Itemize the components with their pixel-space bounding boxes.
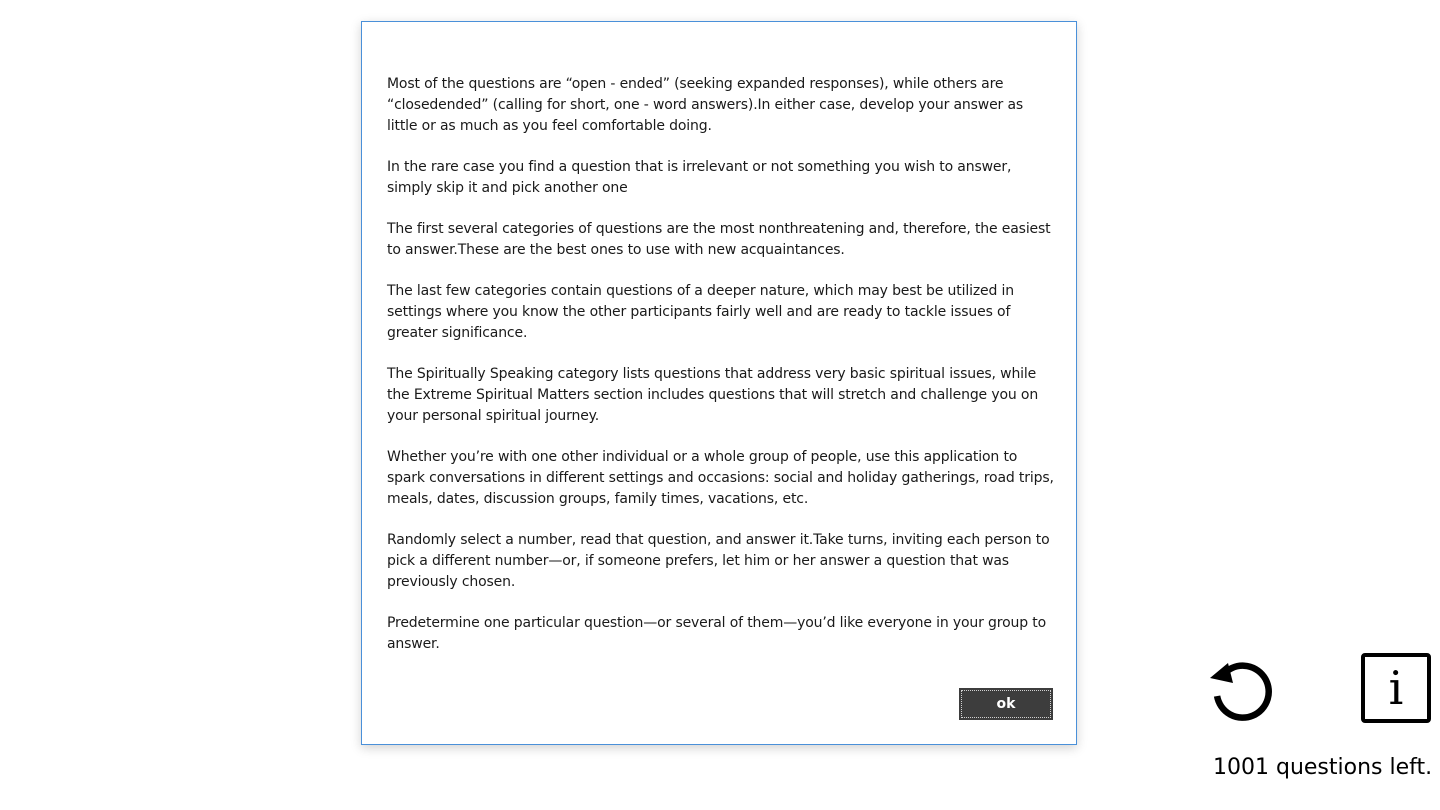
instruction-paragraph: Most of the questions are “open - ended” (seeking expanded responses), while others are “closedended” (calling for short, one - word answers).In either case, develop your answer as little or as much as you feel comfortable doing. <box>387 76 1024 134</box>
instruction-paragraph: The Spiritually Speaking category lists questions that address very basic spiritual issues, while the Extreme Spiritual Matters section includes questions that will stretch and challenge you on your personal spiritual journey. <box>387 366 1039 424</box>
ok-button-label: ok <box>961 690 1051 718</box>
instruction-paragraph: In the rare case you find a question that is irrelevant or not something you wish to answer, simply skip it and pick another one <box>387 159 1012 196</box>
instruction-paragraph: The last few categories contain questions of a deeper nature, which may best be utilized in settings where you know the other participants fairly well and are ready to tackle issues of greater significance. <box>387 283 1014 341</box>
instruction-paragraph: Randomly select a number, read that question, and answer it.Take turns, inviting each person to pick a different number—or, if someone prefers, let him or her answer a question that was previously chosen. <box>387 532 1050 590</box>
instruction-paragraph: The first several categories of questions are the most nonthreatening and, therefore, the easiest to answer.These are the best ones to use with new acquaintances. <box>387 221 1051 258</box>
instruction-paragraph: Predetermine one particular question—or several of them—you’d like everyone in your group to answer. <box>387 615 1047 652</box>
instruction-paragraph: Whether you’re with one other individual or a whole group of people, use this application to spark conversations in different settings and occasions: social and holiday gatherings, road trips, meals, dates, discussion groups, family times, vacations, etc. <box>387 449 1054 507</box>
instructions-dialog <box>361 21 1077 745</box>
ok-button[interactable] <box>959 688 1053 720</box>
info-button[interactable] <box>1361 653 1431 723</box>
refresh-icon <box>1206 652 1278 724</box>
questions-left-counter: 1001 questions left. <box>1213 755 1433 780</box>
refresh-button[interactable] <box>1206 652 1278 724</box>
info-icon: i <box>1388 661 1404 715</box>
dialog-body <box>387 74 1055 675</box>
